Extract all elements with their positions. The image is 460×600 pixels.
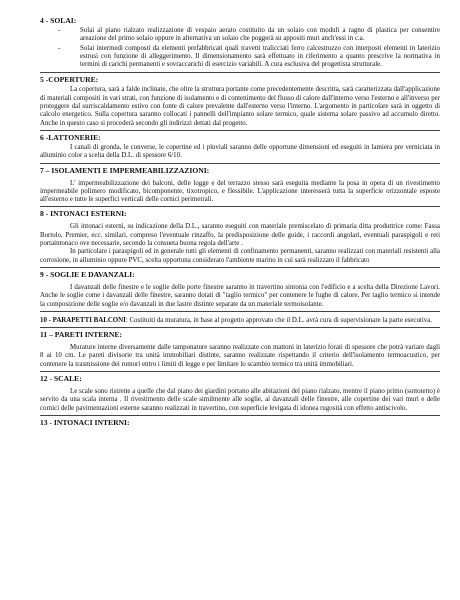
paragraph: In particolare i paraspigoli ed in generale tutti gli elementi di confinamento permanenti, saranno realizzati con materiali resistenti alla corrosione, in alluminio oppure PVC, scelta opportuna considerato l'ambiente marino in cui sarà realizzato il fabbricato <box>40 248 440 264</box>
list-item: - Solai intermedi composti da elementi prefabbricati quali travetti tralicciati ferro calcestruzzo con interposti elementi in laterizio estrusi con funzione di alleggerimento. Il dimensionamento sarà effettuato in riferimento a quanto prescrive la normativa in termini di carichi permanenti e sovraccarichi di esercizio variabili. A cura esclusiva del progettista strutturale. <box>80 45 440 70</box>
paragraph: Le scale sono ristrette a quelle che dal piano dei giardini portano alle abitazioni del piano rialzato, mentre il piano primo (sottotetto) è servito da una scala interna . Il rivestimento delle scale similmente alle soglie, ai davanzali delle finestre, alle copertine dei vari muri e delle cornici delle pavimentazioni esterne saranno realizzati in travertino, con superficie levigata di idonea rugosità con effetto antiscivolo. <box>40 388 440 412</box>
section-intonaci-esterni <box>40 209 440 267</box>
section-heading: 4 - SOLAI: <box>40 16 77 25</box>
list-item: - Solai al piano rialzato realizzazione di vespaio aerato costituito da un solaio con moduli a ragno di plastica per consentire areazione del primo solaio oppure in alternativa un solaio che poggerà su appositi muri anch'essi in c.a. <box>80 27 440 44</box>
paragraph <box>40 317 440 325</box>
section-heading: 9 - SOGLIE E DAVANZALI: <box>40 269 135 279</box>
paragraph: L' impermeabilizzazione dei balconi, delle logge e del terrazzo stesso sarà eseguita mediante la posa in opera di un rivestimento impermeabile polimero modificato, bicomponente, tixotropico, e flessibile. L'applicazione interesserà tutta la superficie orizzontale esposte all'esterno e tutte le superfici verticali delle cornici perimetrali. <box>40 179 440 204</box>
section-soglie <box>40 270 440 312</box>
section-heading: 6 -LATTONERIE: <box>40 132 101 142</box>
paragraph: I davanzali delle finestre e le soglie delle porte finestre saranno in travertino sintonia con l'edificio e a scelta della Direzione Lavori. Anche le soglie come i davanzali delle finestre, saranno dotati di "taglio termico" per contenere le fughe di calore. Per taglio termico si intende la composizione delle soglie e/o davanzali in due lastre distinte separate da un materiale termoisolante. <box>40 283 440 308</box>
section-heading: 11 – PARETI INTERNE: <box>40 330 122 340</box>
section-heading: 10 - PARAPETTI BALCONI <box>40 316 126 324</box>
paragraph: La copertura, sarà a falde inclinate, che oltre la struttura portante come precedentemente descritta, sarà caratterizzata dall'applicazione di materiali compositi in vari strati, con funzione di isolamento e di contenimento del flusso di calore dall'interno verso l'esterno e all'inverso per proteggere dal surriscaldamento estivo con fonte di calore prevalente dall'esterno verso l'interno. L'argomento in particolare sarà in oggetto di calcolo energetico. Sulla copertura saranno collocati i pannelli dell'impianto solare termico, quale sistema solare passivo ad accumulo diretto. Anche in questo caso si procederà secondo gli indirizzi dettati dal progetto. <box>40 86 440 127</box>
bullet-list <box>40 27 440 69</box>
section-heading: 7 – ISOLAMENTI E IMPERMEABILIZZAZIONI: <box>40 165 210 175</box>
section-parapetti <box>40 314 440 328</box>
section-coperture <box>40 75 440 130</box>
paragraph: Murature interne diversamente dalle tamponature saranno realizzate con mattoni in laterizio forati di spessore che potrà variare dagli 8 ai 10 cm. Le pareti divisorie tra unità immobiliari distinte, saranno realizzate rispettando il criterio dell'isolamento termoacustico, per contenere la trasmissione dei rumori entro i limiti di legge e per limitare lo scambio termico tra unità immobiliari. <box>40 344 440 368</box>
paragraph: I canali di gronda, le converse, le copertine ed i pluviali saranno delle opportune dimensioni ed eseguiti in lamiera pre verniciata in alluminio color a scelta della D.L. di spessore 6/10. <box>40 143 440 160</box>
section-isolamenti <box>40 166 440 208</box>
section-heading: 5 -COPERTURE: <box>40 75 99 85</box>
section-lattonerie <box>40 133 440 164</box>
section-intonaci-interni <box>40 418 440 431</box>
section-solai <box>40 16 440 73</box>
section-heading: 12 - SCALE: <box>40 374 82 384</box>
section-heading: 8 - INTONACI ESTERNI: <box>40 209 127 219</box>
section-heading: 13 - INTONACI INTERNI: <box>40 417 130 427</box>
paragraph: Gli intonaci esterni, su indicazione della D.L., saranno eseguiti con materiale premiscelato di primaria ditta produttrice come: Fassa Bortolo, Premier, ecc. similari, compreso l'eventuale rinzaffo, la predisposizione delle guide, i raccordi angolari, eventuali paraspigoli e reti portaintonaco ove necessarie, secondo la consueta buona regola dell'arte . <box>40 223 440 248</box>
paragraph-text: : Costituiti da muratura, in base al progetto approvato che il D.L. avrà cura di supervisionare la parte esecutiva. <box>125 316 432 324</box>
section-pareti <box>40 330 440 372</box>
section-scale <box>40 374 440 416</box>
